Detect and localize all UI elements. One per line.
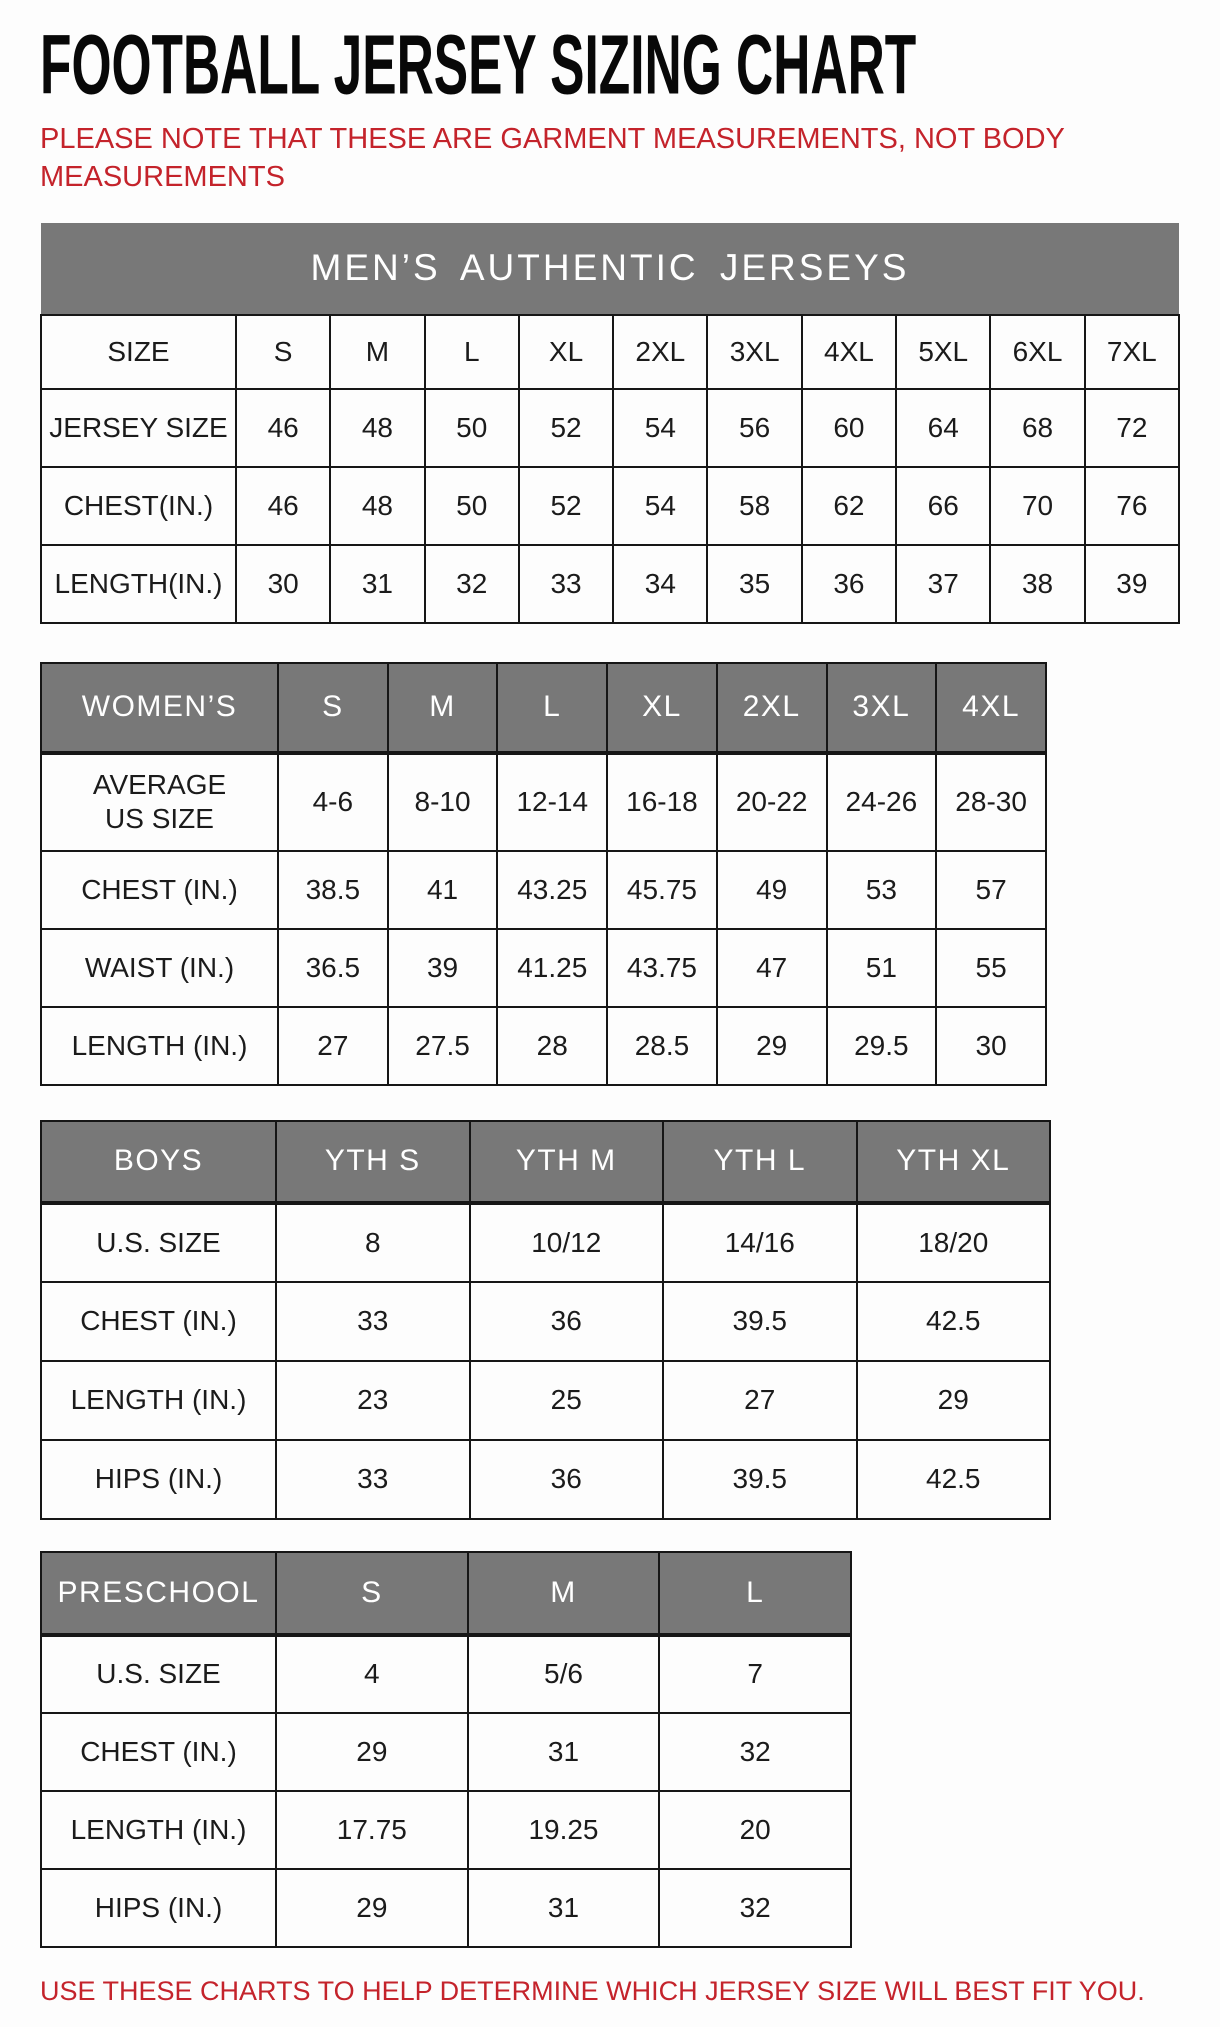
cell: 20 xyxy=(659,1791,851,1869)
cell: 57 xyxy=(936,851,1046,929)
table-row xyxy=(41,1869,851,1947)
footer-note: USE THESE CHARTS TO HELP DETERMINE WHICH JERSEY SIZE WILL BEST FIT YOU. xyxy=(40,1975,1145,2006)
cell: 32 xyxy=(659,1713,851,1791)
cell: 70 xyxy=(990,467,1084,545)
cell: 37 xyxy=(896,545,990,623)
cell: 31 xyxy=(468,1713,660,1791)
cell: 31 xyxy=(330,545,424,623)
cell: XL xyxy=(519,315,613,389)
cell: 5XL xyxy=(896,315,990,389)
size-header: L xyxy=(497,663,607,753)
cell: 8 xyxy=(276,1203,470,1282)
cell: 36 xyxy=(470,1440,664,1519)
cell: 49 xyxy=(717,851,827,929)
preschool-table-header xyxy=(41,1552,851,1635)
cell: L xyxy=(425,315,519,389)
cell: 41 xyxy=(388,851,498,929)
table-row xyxy=(41,851,1046,929)
size-header: YTH S xyxy=(276,1121,470,1203)
cell: 18/20 xyxy=(857,1203,1051,1282)
row-label: CHEST (IN.) xyxy=(41,851,278,929)
cell: 24-26 xyxy=(827,753,937,851)
garment-measurements-note: PLEASE NOTE THAT THESE ARE GARMENT MEASUREMENTS, NOT BODY MEASUREMENTS xyxy=(40,123,1065,194)
cell: 17.75 xyxy=(276,1791,468,1869)
cell: 45.75 xyxy=(607,851,717,929)
cell: 29.5 xyxy=(827,1007,937,1085)
cell: 28.5 xyxy=(607,1007,717,1085)
table-row xyxy=(41,1791,851,1869)
cell: 36.5 xyxy=(278,929,388,1007)
preschool-header-label: PRESCHOOL xyxy=(41,1552,276,1635)
cell: 39 xyxy=(1085,545,1179,623)
cell: 36 xyxy=(802,545,896,623)
row-label: LENGTH (IN.) xyxy=(41,1361,276,1440)
cell: 31 xyxy=(468,1869,660,1947)
mens-table-banner xyxy=(41,223,1179,315)
cell: 46 xyxy=(236,467,330,545)
size-header: YTH M xyxy=(470,1121,664,1203)
cell: 29 xyxy=(857,1361,1051,1440)
mens-authentic-jerseys-table xyxy=(40,223,1180,624)
row-label: HIPS (IN.) xyxy=(41,1440,276,1519)
cell: 35 xyxy=(707,545,801,623)
cell: 42.5 xyxy=(857,1440,1051,1519)
cell: 14/16 xyxy=(663,1203,857,1282)
cell: S xyxy=(236,315,330,389)
cell: 32 xyxy=(659,1869,851,1947)
cell: 53 xyxy=(827,851,937,929)
cell: 30 xyxy=(936,1007,1046,1085)
size-header: 2XL xyxy=(717,663,827,753)
row-label: LENGTH (IN.) xyxy=(41,1007,278,1085)
cell: 29 xyxy=(276,1869,468,1947)
cell: 16-18 xyxy=(607,753,717,851)
cell: M xyxy=(330,315,424,389)
cell: 33 xyxy=(519,545,613,623)
table-row xyxy=(41,1007,1046,1085)
cell: 43.25 xyxy=(497,851,607,929)
table-row xyxy=(41,1203,1050,1282)
table-row xyxy=(41,389,1179,467)
cell: 55 xyxy=(936,929,1046,1007)
size-header: S xyxy=(278,663,388,753)
cell: 6XL xyxy=(990,315,1084,389)
size-header: XL xyxy=(607,663,717,753)
cell: 28-30 xyxy=(936,753,1046,851)
table-row xyxy=(41,1440,1050,1519)
cell: 8-10 xyxy=(388,753,498,851)
page-title-text: FOOTBALL JERSEY SIZING CHART xyxy=(40,16,917,112)
cell: 19.25 xyxy=(468,1791,660,1869)
size-header: S xyxy=(276,1552,468,1635)
size-header: YTH L xyxy=(663,1121,857,1203)
row-label-text: AVERAGE US SIZE xyxy=(92,769,227,835)
cell: 23 xyxy=(276,1361,470,1440)
table-row xyxy=(41,545,1179,623)
table-row xyxy=(41,929,1046,1007)
table-row xyxy=(41,1282,1050,1361)
boys-table-header xyxy=(41,1121,1050,1203)
cell: 47 xyxy=(717,929,827,1007)
cell: 4XL xyxy=(802,315,896,389)
cell: 29 xyxy=(276,1713,468,1791)
row-label: JERSEY SIZE xyxy=(41,389,236,467)
row-label xyxy=(41,753,278,851)
cell: 66 xyxy=(896,467,990,545)
cell: 42.5 xyxy=(857,1282,1051,1361)
cell: 54 xyxy=(613,389,707,467)
cell: 36 xyxy=(470,1282,664,1361)
cell: 41.25 xyxy=(497,929,607,1007)
cell: 34 xyxy=(613,545,707,623)
cell: 2XL xyxy=(613,315,707,389)
cell: 54 xyxy=(613,467,707,545)
preschool-table xyxy=(40,1551,852,1948)
size-header: 3XL xyxy=(827,663,937,753)
table-row xyxy=(41,753,1046,851)
table-row xyxy=(41,1361,1050,1440)
cell: 58 xyxy=(707,467,801,545)
cell: 68 xyxy=(990,389,1084,467)
cell: 7 xyxy=(659,1635,851,1713)
cell: 29 xyxy=(717,1007,827,1085)
row-label: WAIST (IN.) xyxy=(41,929,278,1007)
womens-header-label: WOMEN’S xyxy=(41,663,278,753)
table-row xyxy=(41,1713,851,1791)
cell: 20-22 xyxy=(717,753,827,851)
cell: 38 xyxy=(990,545,1084,623)
table-row xyxy=(41,467,1179,545)
cell: 27 xyxy=(663,1361,857,1440)
womens-table xyxy=(40,662,1047,1086)
cell: 27 xyxy=(278,1007,388,1085)
row-label: CHEST (IN.) xyxy=(41,1713,276,1791)
cell: 76 xyxy=(1085,467,1179,545)
cell: 52 xyxy=(519,389,613,467)
cell: 50 xyxy=(425,467,519,545)
cell: 56 xyxy=(707,389,801,467)
cell: 51 xyxy=(827,929,937,1007)
cell: 38.5 xyxy=(278,851,388,929)
boys-header-label: BOYS xyxy=(41,1121,276,1203)
cell: 52 xyxy=(519,467,613,545)
cell: 3XL xyxy=(707,315,801,389)
table-row xyxy=(41,1635,851,1713)
cell: 48 xyxy=(330,467,424,545)
row-label: HIPS (IN.) xyxy=(41,1869,276,1947)
cell: 32 xyxy=(425,545,519,623)
cell: 12-14 xyxy=(497,753,607,851)
cell: 4-6 xyxy=(278,753,388,851)
cell: 46 xyxy=(236,389,330,467)
row-label: SIZE xyxy=(41,315,236,389)
page-title xyxy=(40,16,1220,114)
row-label: LENGTH (IN.) xyxy=(41,1791,276,1869)
cell: 10/12 xyxy=(470,1203,664,1282)
cell: 30 xyxy=(236,545,330,623)
row-label: LENGTH(IN.) xyxy=(41,545,236,623)
row-label: U.S. SIZE xyxy=(41,1635,276,1713)
cell: 48 xyxy=(330,389,424,467)
mens-table-title: MEN’S AUTHENTIC JERSEYS xyxy=(41,223,1179,315)
cell: 50 xyxy=(425,389,519,467)
cell: 72 xyxy=(1085,389,1179,467)
cell: 25 xyxy=(470,1361,664,1440)
cell: 39.5 xyxy=(663,1440,857,1519)
size-header: M xyxy=(388,663,498,753)
size-header: L xyxy=(659,1552,851,1635)
boys-table xyxy=(40,1120,1051,1520)
cell: 27.5 xyxy=(388,1007,498,1085)
row-label: CHEST (IN.) xyxy=(41,1282,276,1361)
cell: 60 xyxy=(802,389,896,467)
womens-table-header xyxy=(41,663,1046,753)
cell: 39 xyxy=(388,929,498,1007)
cell: 4 xyxy=(276,1635,468,1713)
cell: 33 xyxy=(276,1282,470,1361)
cell: 7XL xyxy=(1085,315,1179,389)
size-header: 4XL xyxy=(936,663,1046,753)
cell: 39.5 xyxy=(663,1282,857,1361)
size-header: YTH XL xyxy=(857,1121,1051,1203)
table-row xyxy=(41,315,1179,389)
row-label: U.S. SIZE xyxy=(41,1203,276,1282)
row-label: CHEST(IN.) xyxy=(41,467,236,545)
cell: 64 xyxy=(896,389,990,467)
cell: 62 xyxy=(802,467,896,545)
cell: 28 xyxy=(497,1007,607,1085)
cell: 43.75 xyxy=(607,929,717,1007)
cell: 33 xyxy=(276,1440,470,1519)
size-header: M xyxy=(468,1552,660,1635)
cell: 5/6 xyxy=(468,1635,660,1713)
